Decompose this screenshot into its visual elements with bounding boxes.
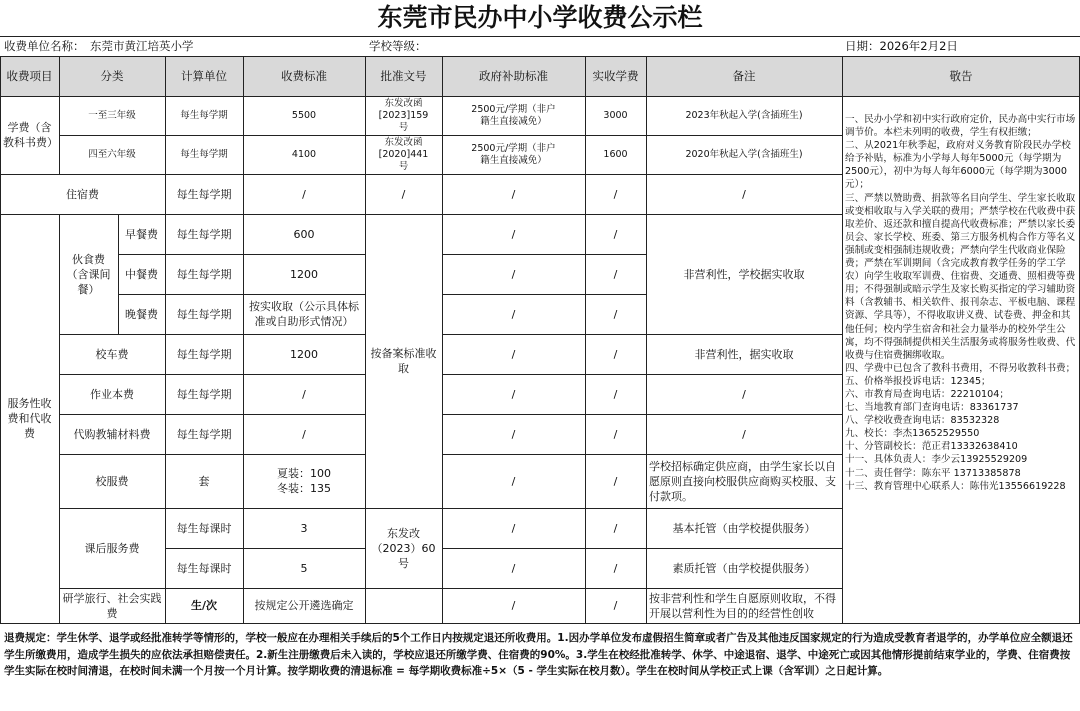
homework-name: 作业本费 [90,387,134,401]
bus-actual: / [613,347,618,361]
notice-line: 七、当地教育部门查询电话：83361737 [845,402,1019,414]
grade-label: 学校等级： [369,39,427,53]
bus-name: 校车费 [95,347,129,361]
header-item: 收费项目 [0,56,59,96]
tuition-actual: 3000 [603,109,628,121]
tuition-item: 学费（含教科书费） [3,121,58,149]
tuition-standard: 4100 [291,148,317,160]
breakfast-subsidy: / [511,227,516,241]
notice-line: 八、学校收费查询电话：83532328 [845,415,1000,427]
homework-subsidy: / [511,387,516,401]
service-item: 服务性收费和代收费 [7,397,52,440]
notice-line: 九、校长：李杰13652529550 [845,428,980,440]
study-name: 研学旅行、社会实践费 [62,591,162,620]
uniform-subsidy: / [511,474,516,488]
refund-policy: 退费规定：学生休学、退学或经批准转学等情形的，学校一般应在办理相关手续后的5个工作日内按规定退还所收费用。1.因办学单位发布虚假招生简章或者广告及其他违反国家规定的行为造成受教育者退学的，办学单位应全额退还学生所缴费用，造成学生损失的应依法承担赔偿责任。2.新生注册缴费后未入读的，学校应退还所缴学费、住宿费的90%。3.学生在校经批准转学、休学、中途退宿、退学、中途死亡或因其他情形提前结束学业的，学费、住宿费按学生实际在校时间清退，在校时间未满一个月按一个月计算。按学期收费的清退标准 = 每学期收费标准÷5×（5 - 学生实际在校月数）。学生在校时间从学校正式上课（含军训）之日起计算。 [4,632,1073,677]
afterschool-standard: 5 [300,561,308,575]
afterschool-subsidy: / [511,561,516,575]
header-approval: 批准文号 [365,56,442,96]
notice-line: 十二、责任督学：陈东平 13713385878 [845,467,1021,479]
materials-name: 代购教辅材料费 [73,427,151,441]
tuition-approval: 东发改函[2020]441号 [378,136,429,172]
breakfast-unit: 每生每学期 [176,227,232,241]
uniform-name: 校服费 [95,474,129,488]
tuition-remark: 2020年秋起入学(含插班生) [685,148,803,160]
header-unit: 计算单位 [165,56,243,96]
notice-line: 十三、教育管理中心联系人：陈伟光13556619228 [845,480,1066,492]
study-subsidy: / [511,599,516,612]
afterschool-name: 课后服务费 [84,541,140,555]
materials-actual: / [613,427,618,441]
dinner-subsidy: / [511,307,516,321]
lunch-standard: 1200 [290,267,318,281]
boarding-remark: / [742,187,746,201]
study-actual: / [613,599,618,612]
unit-value: 东莞市黄江培英小学 [90,39,194,53]
notice-line: 三、严禁以赞助费、捐款等名目向学生、学生家长收取或变相收取与入学关联的费用；严禁学校在代收费中获取差价、返还款和擅自提高代收费标准；严禁以家长委员会、家长学校、班委、第三方服务机构合作方等名义强制或变相强制违规收费；严禁向学生代收商业保险费；严禁在军训期间（含完成教育教学任务的学工学农）向学生收取军训费、住宿费、交通费、照相费等费用；不得强制或暗示学生及家长购买指定的学习辅助资料（含教辅书、相关软件、报刊杂志、平板电脑、课程资源、学具等），不得收取讲义费、试卷费、押金和其他任何；校内学生宿舍和社会力量举办的校外学生公寓，均不得强制提供相关生活服务或将服务性收费、代收费与住宿费捆绑收取。 [845,192,1076,361]
unit-label: 收费单位名称： [4,39,85,53]
lunch-unit: 每生每学期 [176,267,232,281]
food-label: 伙食费（含课间餐） [66,252,111,296]
breakfast-actual: / [613,227,618,241]
tuition-unit: 每生每学期 [180,109,228,121]
homework-actual: / [613,387,618,401]
tuition-subsidy: 2500元/学期（非户籍生直接减免） [471,103,556,127]
dinner-standard: 按实收取（公示具体标准或自助形式情况） [249,300,359,328]
tuition-subsidy: 2500元/学期（非户籍生直接减免） [471,142,556,166]
header-notice: 敬告 [842,56,1080,96]
study-unit: 生/次 [190,599,218,612]
lunch-actual: / [613,267,618,281]
page-title: 东莞市民办中小学收费公示栏 [377,3,703,32]
tuition-standard: 5500 [291,109,317,121]
boarding-standard: / [302,187,306,201]
notice-line: 六、市教育局查询电话：22210104； [845,388,1009,400]
uniform-actual: / [613,474,618,488]
homework-remark: / [742,387,746,401]
tuition-actual: 1600 [603,148,628,160]
materials-unit: 每生每学期 [176,427,232,441]
breakfast-name: 早餐费 [125,227,158,241]
filing-approval: 按备案标准收取 [370,347,437,375]
boarding-item: 住宿费 [66,187,99,201]
dinner-unit: 每生每学期 [176,307,232,321]
boarding-actual: / [613,187,618,201]
notice-line: 十、分管副校长：范正君13332638410 [845,441,1018,453]
materials-subsidy: / [511,427,516,441]
homework-unit: 每生每学期 [176,387,232,401]
materials-standard: / [302,427,306,441]
afterschool-remark: 素质托管（由学校提供服务） [672,561,816,575]
afterschool-actual: / [613,561,618,575]
tuition-category: 一至三年级 [88,109,136,121]
uniform-winter: 冬装：135 [277,482,331,495]
afterschool-approval: 东发改（2023）60号 [371,526,436,570]
bus-standard: 1200 [290,347,318,361]
afterschool-standard: 3 [300,521,308,535]
uniform-unit: 套 [198,474,210,488]
date-label: 日期：2026年2月2日 [845,39,958,53]
notice-line: 四、学费中已包含了教科书费用，不得另收教科书费； [845,362,1076,374]
dinner-actual: / [613,307,618,321]
uniform-summer: 夏装：100 [277,467,331,480]
study-remark: 按非营利性和学生自愿原则收取，不得开展以营利性为目的的经营性创收 [649,591,836,620]
header-standard: 收费标准 [243,56,365,96]
dinner-name: 晚餐费 [125,307,158,321]
boarding-subsidy: / [511,187,516,201]
tuition-approval: 东发改函[2023]159号 [378,97,429,133]
bus-unit: 每生每学期 [176,347,232,361]
bus-subsidy: / [511,347,516,361]
lunch-subsidy: / [511,267,516,281]
afterschool-unit: 每生每课时 [176,561,232,575]
afterschool-remark: 基本托管（由学校提供服务） [672,521,816,535]
afterschool-unit: 每生每课时 [176,521,232,535]
header-subsidy: 政府补助标准 [442,56,585,96]
boarding-unit: 每生每学期 [176,187,232,201]
tuition-unit: 每生每学期 [180,148,228,160]
afterschool-actual: / [613,521,618,535]
notice-line: 二、从2021年秋季起，政府对义务教育阶段民办学校给予补贴，标准为小学每人每年5000元（每学期为2500元），初中为每人每年6000元（每学期为3000元）； [845,140,1071,191]
afterschool-subsidy: / [511,521,516,535]
tuition-category: 四至六年级 [88,148,136,160]
notice-line: 一、民办小学和初中实行政府定价，民办高中实行市场调节价。本栏未列明的收费，学生有权拒缴； [845,114,1076,139]
homework-standard: / [302,387,306,401]
food-remark: 非营利性，学校据实收取 [683,267,805,281]
notice-line: 十一、具体负责人：李少云13925529209 [845,454,1028,466]
lunch-name: 中餐费 [125,267,158,281]
notice-line: 五、价格举报投诉电话：12345； [845,375,991,387]
study-standard: 按规定公开遴选确定 [254,599,354,612]
boarding-approval: / [401,187,406,201]
materials-remark: / [742,427,746,441]
uniform-remark: 学校招标确定供应商，由学生家长以自愿原则直接向校服供应商购买校服、支付款项。 [649,459,836,503]
bus-remark: 非营利性，据实收取 [694,347,794,361]
header-category: 分类 [59,56,165,96]
breakfast-standard: 600 [293,227,315,241]
tuition-remark: 2023年秋起入学(含插班生) [685,109,803,121]
header-remark: 备注 [646,56,842,96]
header-actual: 实收学费 [585,56,646,96]
